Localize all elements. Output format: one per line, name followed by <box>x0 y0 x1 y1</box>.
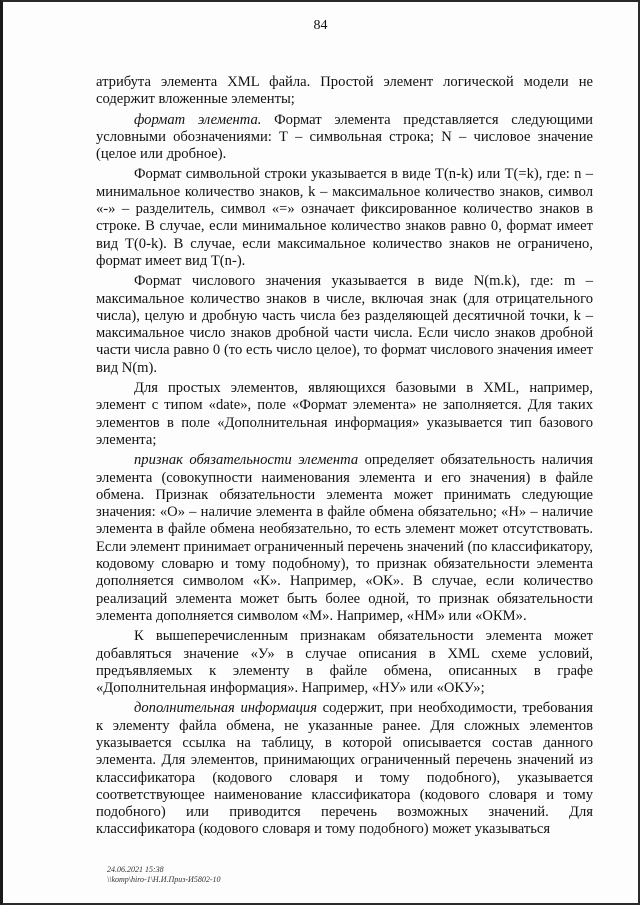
paragraph <box>96 74 593 109</box>
term-required-flag: признак обязательности элемента <box>134 452 359 469</box>
paragraph <box>96 166 593 270</box>
footer-date: 24.06.2021 15:38 <box>107 865 164 874</box>
term-additional-info: дополнительная информация <box>134 700 318 717</box>
paragraph-text: Формат элемента представляется следующими условными обозначениями: Т – символьная строка; N – числовое значение (целое или дробное). <box>96 111 593 163</box>
term-format-element: формат элемента. <box>134 111 262 128</box>
paragraph <box>96 112 593 164</box>
paragraph <box>96 273 593 377</box>
paragraph <box>96 452 593 625</box>
paragraph <box>96 700 593 838</box>
page-number: 84 <box>313 18 328 33</box>
paragraph-text: Формат символьной строки указывается в виде T(n-k) или T(=k), где: n – минимальное количество знаков, k – максимальное количество знаков, символ «-» – разделитель, символ «=» означает фиксированное количество знаков в строке. В случае, если минимальное количество знаков равно 0, формат имеет вид T(0-k). В случае, если максимальное количество знаков не ограничено, формат имеет вид T(n-). <box>96 166 593 269</box>
paragraph-text: Формат числового значения указывается в виде N(m.k), где: m – максимальное количество знаков в числе, включая знак (для отрицательного числа), целую и дробную часть числа без разделяющей десятичной точки, k – максимальное число знаков дробной части числа. Если число знаков дробной части числа равно 0 (то есть число целое), то формат числового значения имеет вид N(m). <box>96 273 593 376</box>
footer-path: \\komp\hiro-1\Н.И.Приз-И5802-10 <box>107 875 221 884</box>
paragraph-text: К вышеперечисленным признакам обязательности элемента может добавляться значение «У» в случае описания в XML схеме условий, предъявляемых к элементу в файле обмена, описанных в графе «Дополнительная информация». Например, «НУ» или «ОКУ»; <box>96 628 593 697</box>
paragraph <box>96 628 593 697</box>
paragraph-text: Для простых элементов, являющихся базовыми в XML, например, элемент с типом «date», поле «Формат элемента» не заполняется. Для таких элементов в поле «Дополнительная информация» указывается тип базового элемента; <box>96 380 593 448</box>
body-text <box>96 74 593 842</box>
paragraph-text: содержит, при необходимости, требования к элементу файла обмена, не указанные ранее. Для сложных элементов указывается ссылка на таблицу, в которой описывается состав данного элемента. Для элементов, принимающих ограниченный перечень значений из классификатора (кодового словаря и тому подобного), указывается соответствующее наименование классификатора (кодового словаря и тому подобного) или приводится перечень возможных значений. Для классификатора (кодового словаря и тому подобного) может указываться <box>96 700 594 838</box>
paragraph-text: атрибута элемента XML файла. Простой элемент логической модели не содержит вложенные элементы; <box>96 74 593 108</box>
paragraph <box>96 380 593 449</box>
paragraph-text: определяет обязательность наличия элемента (совокупности наименования элемента и его значения) в файле обмена. Признак обязательности элемента может принимать следующие значения: «О» – наличие элемента в файле обмена обязательно; «Н» – наличие элемента в файле обмена необязательно, то есть элемент может отсутствовать. Если элемент принимает ограниченный перечень значений (по классификатору, кодовому словарю и тому подобному), то признак обязательности элемента дополняется символом «К». Например, «ОК». В случае, если количество реализаций элемента может быть более одной, то признак обязательности элемента дополняется символом «М». Например, «НМ» или «ОКМ». <box>96 452 593 624</box>
document-footer <box>107 865 220 885</box>
